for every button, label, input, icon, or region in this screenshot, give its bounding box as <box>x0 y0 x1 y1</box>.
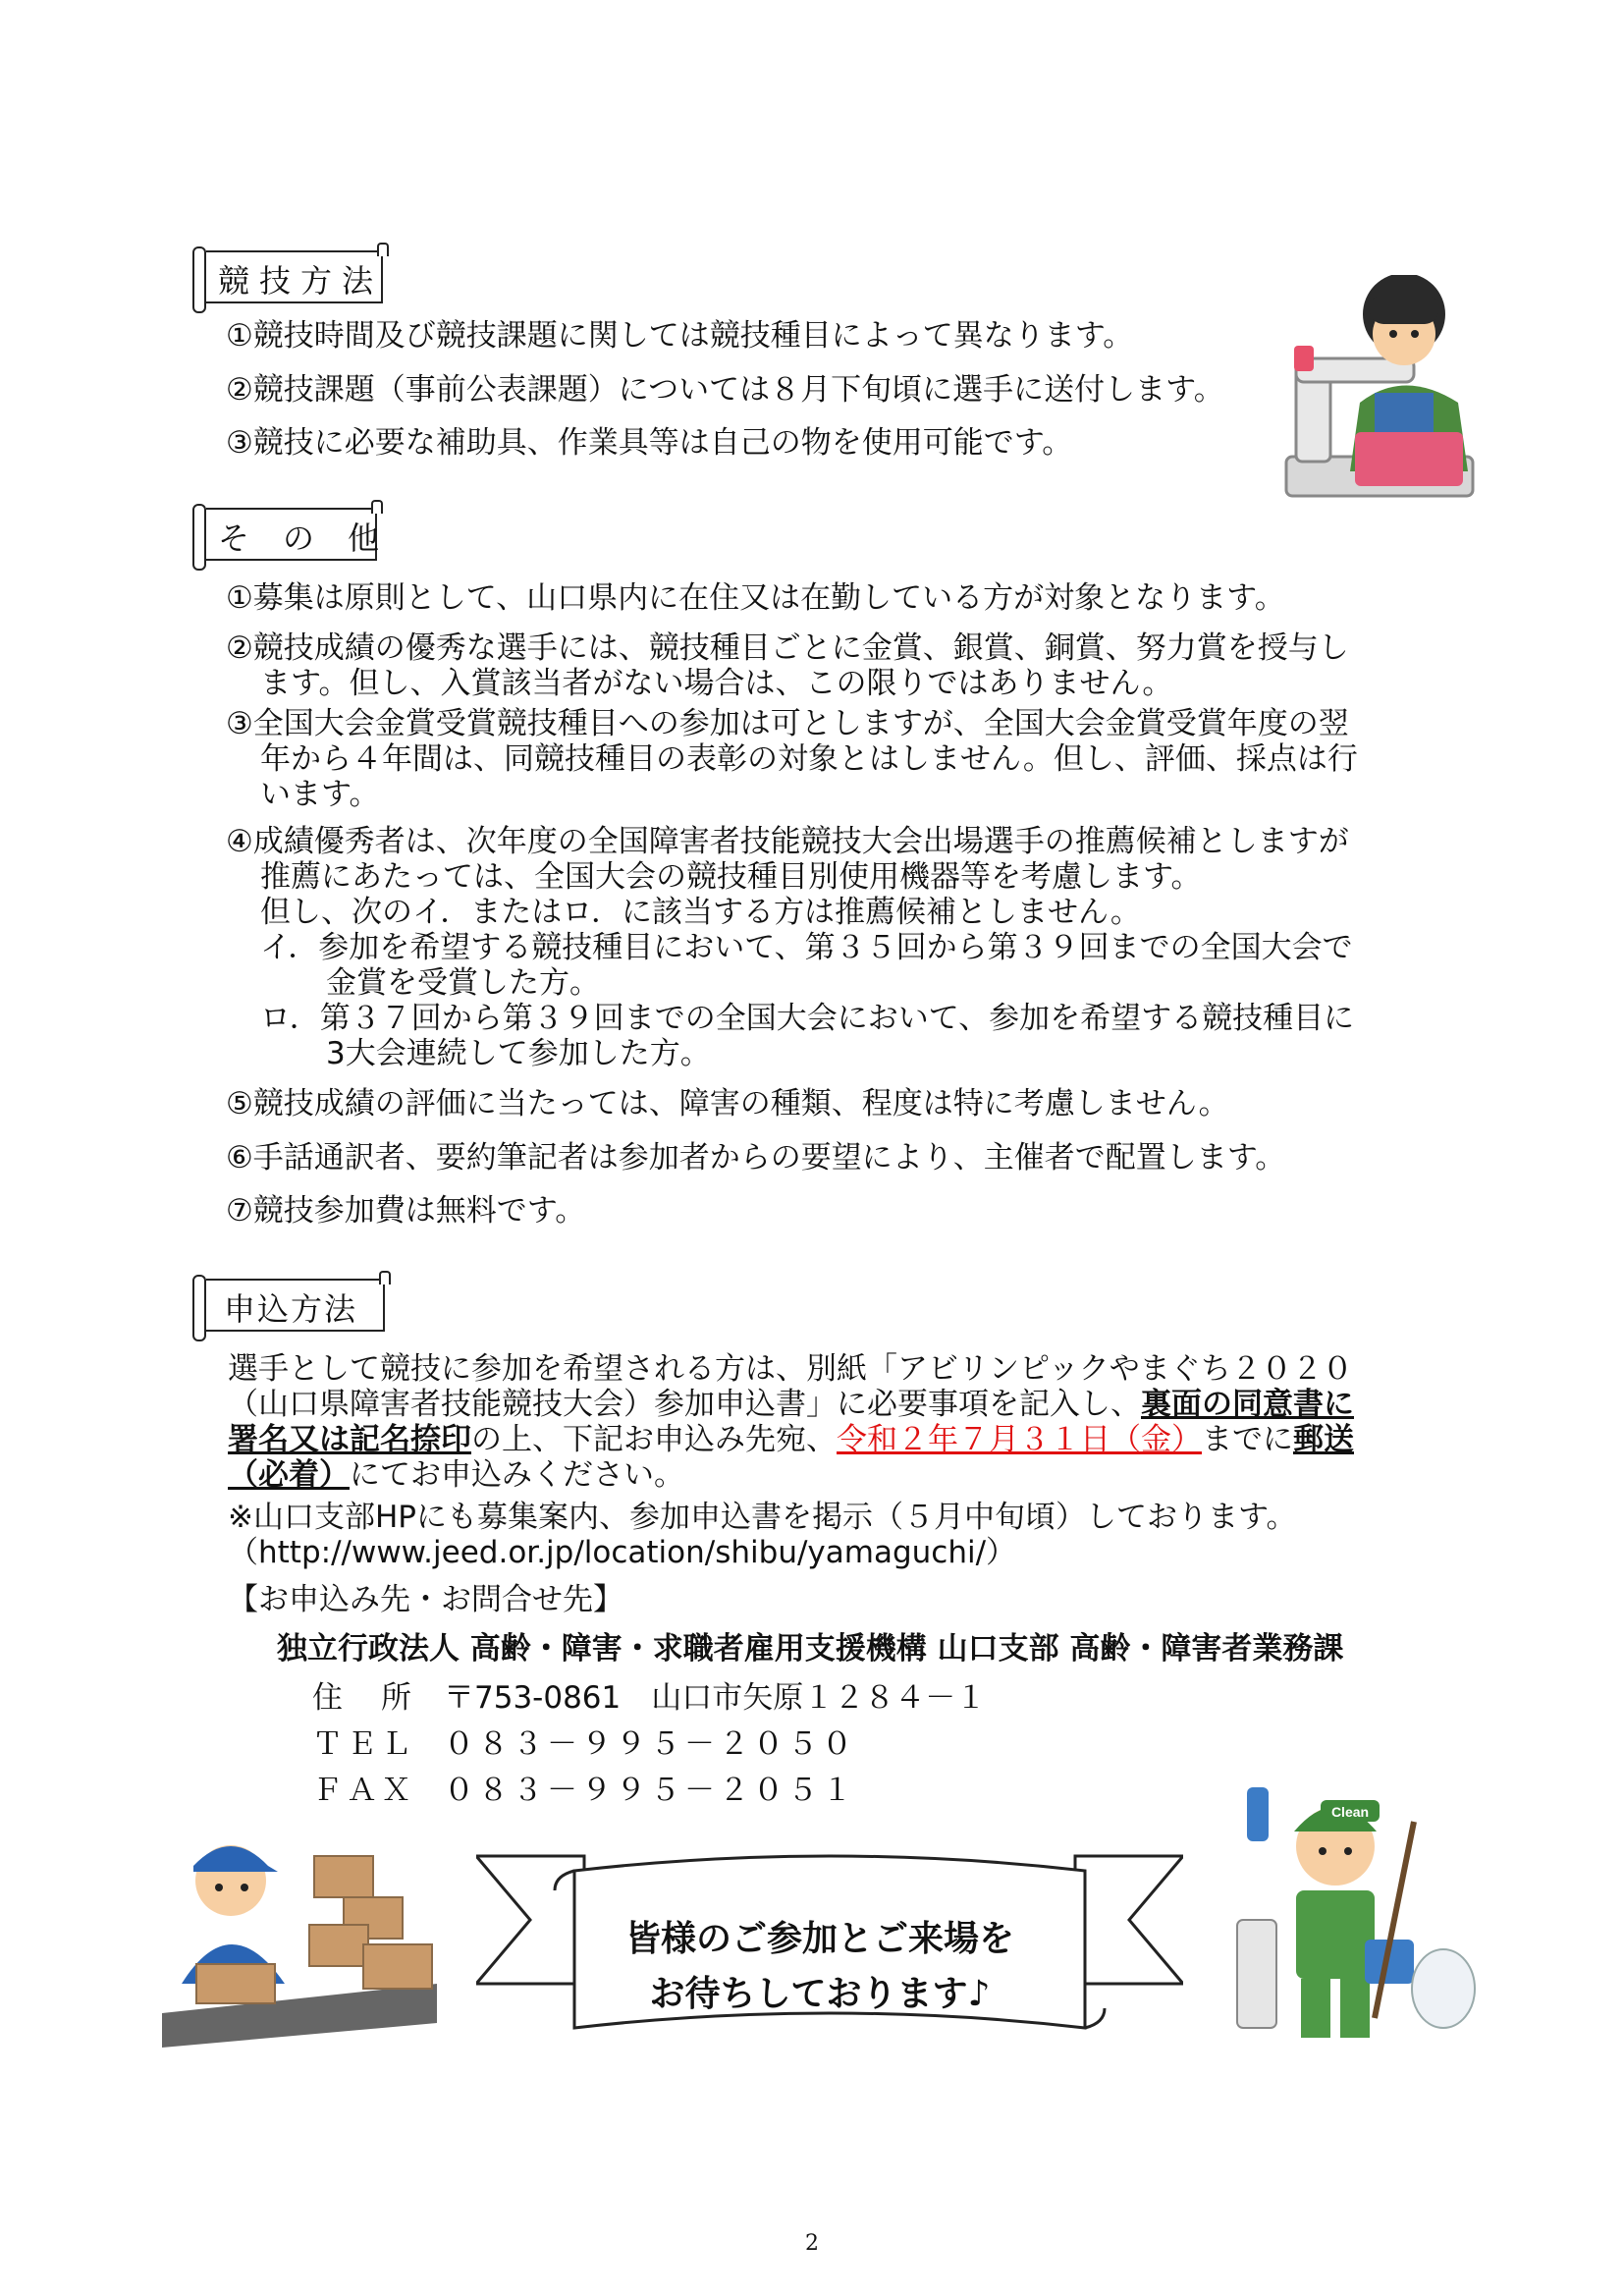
tel-value: ０８３－９９５－２０５０ <box>444 1726 856 1762</box>
apply-note: ※山口支部HPにも募集案内、参加申込書を掲示（５月中旬頃）しております。 <box>228 1500 1297 1535</box>
other-line: ⑦競技参加費は無料です。 <box>226 1193 586 1229</box>
apply-text: までに <box>1202 1422 1293 1457</box>
method-item-2: ②競技課題（事前公表課題）については８月下旬頃に選手に送付します。 <box>226 372 1224 408</box>
other-line: ①募集は原則として、山口県内に在住又は在勤している方が対象となります。 <box>226 580 1285 616</box>
fax-label: ＦＡＸ <box>312 1773 415 1808</box>
other-line: います。 <box>260 777 380 812</box>
other-line: ロ．第３７回から第３９回までの全国大会において、参加を希望する競技種目に <box>260 1001 1355 1036</box>
other-line: 金賞を受賞した方。 <box>326 965 600 1001</box>
other-line: ②競技成績の優秀な選手には、競技種目ごとに金賞、銀賞、銅賞、努力賞を授与し <box>226 630 1349 666</box>
section-title-other: その他 <box>218 519 413 557</box>
apply-emphasis: 署名又は記名捺印 <box>228 1422 471 1457</box>
address-value: 〒753-0861 山口市矢原１２８４－１ <box>444 1680 987 1716</box>
other-line: 3大会連続して参加した方。 <box>326 1036 711 1071</box>
apply-text: にてお申込みください。 <box>350 1457 684 1493</box>
method-item-1: ①競技時間及び競技課題に関しては競技種目によって異なります。 <box>226 318 1134 354</box>
other-line: ③全国大会金賞受賞競技種目への参加は可としますが、全国大会金賞受賞年度の翌 <box>226 706 1349 741</box>
apply-emphasis: 郵送 <box>1293 1422 1354 1457</box>
other-line: ます。但し、入賞該当者がない場合は、この限りではありません。 <box>260 666 1173 701</box>
section-title-method: 競技方法 <box>218 262 384 300</box>
apply-text: の上、下記お申込み先宛、 <box>471 1422 837 1457</box>
page-number: 2 <box>805 2231 819 2256</box>
apply-paragraph-line: 選手として競技に参加を希望される方は、別紙「アビリンピックやまぐち２０２０ <box>228 1351 1353 1387</box>
method-item-3: ③競技に必要な補助具、作業具等は自己の物を使用可能です。 <box>226 425 1073 461</box>
fax-value: ０８３－９９５－２０５１ <box>444 1773 856 1808</box>
tel-label: ＴＥＬ <box>312 1726 415 1762</box>
apply-paragraph-line <box>228 1456 684 1494</box>
warehouse-worker-illustration <box>162 1827 437 2048</box>
apply-deadline: 令和２年７月３１日（金） <box>837 1422 1202 1457</box>
apply-paragraph-line <box>228 1421 1354 1458</box>
other-line: ⑤競技成績の評価に当たっては、障害の種類、程度は特に考慮しません。 <box>226 1086 1229 1121</box>
other-line: 年から４年間は、同競技種目の表彰の対象とはしません。但し、評価、採点は行 <box>260 741 1358 777</box>
contact-org: 独立行政法人 高齢・障害・求職者雇用支援機構 山口支部 高齢・障害者業務課 <box>277 1631 1344 1667</box>
cleaner-illustration <box>1227 1763 1478 2048</box>
clean-cap-label: Clean <box>1330 1804 1370 1820</box>
apply-text: （山口県障害者技能競技大会）参加申込書」に必要事項を記入し、 <box>228 1387 1141 1422</box>
section-title-apply: 申込方法 <box>224 1290 358 1328</box>
banner-line-1: 皆様のご参加とご来場を <box>624 1919 1014 1959</box>
section-header-other <box>206 508 413 561</box>
other-line: 但し、次のイ．またはロ．に該当する方は推薦候補としません。 <box>260 895 1141 930</box>
apply-url[interactable]: （http://www.jeed.or.jp/location/shibu/yamaguchi/） <box>228 1535 1017 1570</box>
other-line: イ．参加を希望する競技種目において、第３５回から第３９回までの全国大会で <box>260 930 1353 965</box>
address-label: 住 所 <box>312 1680 415 1716</box>
other-line: ⑥手話通訳者、要約筆記者は参加者からの要望により、主催者で配置します。 <box>226 1140 1286 1175</box>
sewing-woman-illustration <box>1276 275 1483 501</box>
section-header-method <box>206 250 383 303</box>
apply-paragraph-line <box>228 1386 1354 1423</box>
apply-emphasis: （必着） <box>228 1457 350 1493</box>
other-line: 推薦にあたっては、全国大会の競技種目別使用機器等を考慮します。 <box>260 859 1202 895</box>
other-line: ④成績優秀者は、次年度の全国障害者技能競技大会出場選手の推薦候補としますが <box>226 824 1349 859</box>
banner-line-2: お待ちしております♪ <box>649 1974 991 2014</box>
section-header-apply <box>206 1279 385 1332</box>
contact-heading: 【お申込み先・お問合せ先】 <box>228 1582 623 1617</box>
apply-emphasis: 裏面の同意書に <box>1141 1387 1354 1422</box>
